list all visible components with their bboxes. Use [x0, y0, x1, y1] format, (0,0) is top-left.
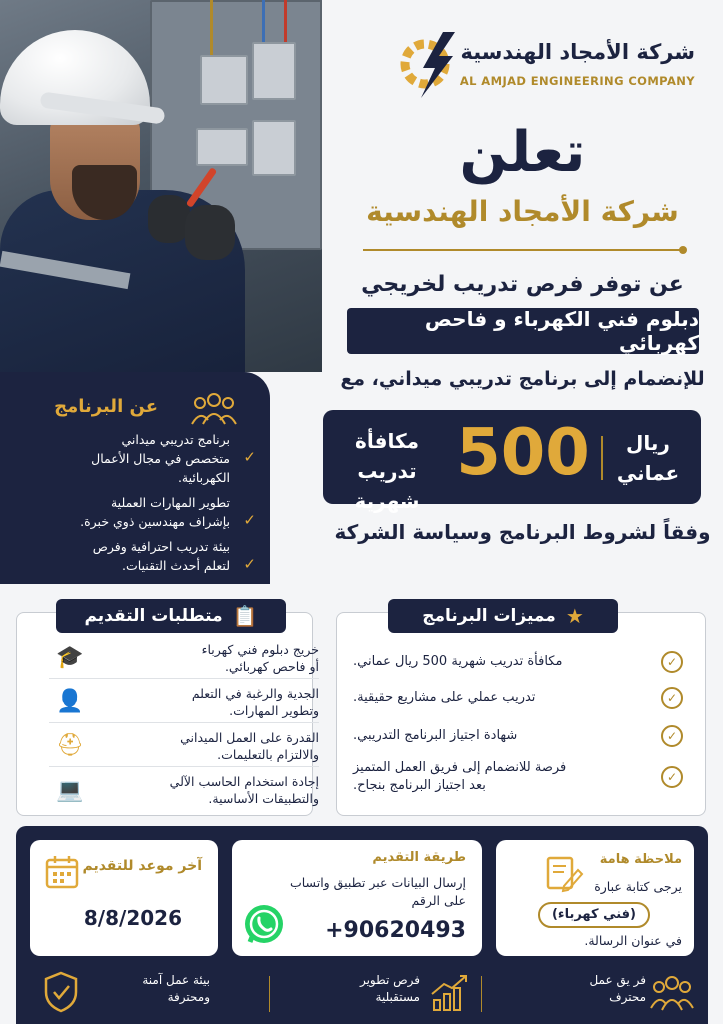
check-icon: ✓: [243, 511, 256, 529]
shield-check-icon: [42, 970, 80, 1014]
about-item: ✓ تطوير المهارات العملية بإشراف مهندسين ذوي خبرة.: [80, 495, 256, 529]
diploma-banner: دبلوم فني الكهرباء و فاحص كهربائي: [347, 308, 699, 354]
terms-line: وفقاً لشروط البرنامج وسياسة الشركة: [334, 520, 711, 544]
about-program-box: [0, 372, 270, 584]
apply-card: [232, 840, 482, 956]
calendar-icon: [44, 854, 80, 890]
bottom-item-safety: بيئة عمل آمنة ومحترفة: [142, 973, 210, 1004]
intro-line-2: للإنضمام إلى برنامج تدريبي ميداني، مع: [340, 368, 705, 390]
check-icon: ✓: [243, 448, 256, 466]
person-icon: 👤: [56, 689, 84, 714]
about-item: ✓ بيئة تدريب احترافية وفرص لتعلم أحدث التقنيات.: [92, 539, 256, 573]
requirements-box: [16, 612, 319, 816]
clipboard-icon: 📋: [232, 604, 258, 628]
feature-item: ✓ فرصة للانضمام إلى فريق العمل المتميز بعد اجتياز البرنامج بنجاح.: [353, 759, 683, 795]
divider-dot: [679, 246, 687, 254]
note-card: [496, 840, 694, 956]
stipend-label-line-2: شهرية: [354, 489, 420, 513]
feature-item: ✓ مكافأة تدريب شهرية 500 ريال عماني.: [353, 651, 683, 673]
deadline-card: [30, 840, 218, 956]
company-logo: [385, 36, 695, 106]
note-edit-icon: [544, 854, 584, 894]
apply-line-2: على الرقم: [411, 893, 466, 908]
laptop-icon: 💻: [56, 777, 84, 803]
check-circle-icon: ✓: [661, 725, 683, 747]
bottom-separator: [269, 976, 270, 1012]
note-line-1: يرجى كتابة عبارة: [594, 879, 682, 894]
stipend-label-line-1: مكافأة تدريب: [355, 429, 419, 483]
requirements-title: 📋 متطلبات التقديم: [56, 599, 286, 633]
currency-line-2: عماني: [616, 461, 680, 485]
stipend-currency: [613, 428, 683, 488]
apply-title: طريقة التقديم: [372, 850, 466, 865]
company-name-heading: شركة الأمجاد الهندسية: [366, 195, 679, 228]
growth-chart-icon: [428, 972, 472, 1012]
requirement-item: القدرة على العمل الميداني والالتزام بالتعليمات. ⛑: [49, 725, 319, 767]
note-keyword-badge: (فني كهرباء): [538, 902, 650, 928]
check-icon: ✓: [243, 555, 256, 573]
requirement-item: الجدية والرغبة في التعلم وتطوير المهارات. 👤: [49, 681, 319, 723]
bottom-item-team: فر يق عمل محترف: [589, 973, 646, 1004]
apply-line-1: إرسال البيانات عبر تطبيق واتساب: [289, 875, 466, 890]
star-icon: ★: [565, 604, 584, 628]
about-title: عن البرنامج: [54, 396, 158, 417]
requirement-item: إجادة استخدام الحاسب الآلي والتطبيقات الأساسية. 💻: [49, 769, 319, 811]
whatsapp-icon[interactable]: [242, 902, 286, 946]
note-title: ملاحظة هامة: [599, 852, 682, 867]
about-list: [20, 430, 256, 581]
gear-lightning-icon: [397, 28, 463, 100]
stipend-amount: 500: [456, 416, 590, 490]
deadline-title: آخر موعد للتقديم: [82, 858, 202, 874]
features-title: ★ مميزات البرنامج: [388, 599, 618, 633]
feature-item: ✓ تدريب عملي على مشاريع حقيقية.: [353, 687, 683, 709]
stipend-banner: [323, 410, 701, 513]
announce-heading: تعلن: [459, 120, 586, 185]
about-item: ✓ برنامج تدريبي ميداني متخصص في مجال الأعمال الكهربائية.: [91, 432, 256, 485]
intro-line-1: عن توفر فرص تدريب لخريجي: [361, 272, 684, 297]
team-icon: [650, 972, 694, 1012]
check-circle-icon: ✓: [661, 766, 683, 788]
technician-photo: [0, 0, 322, 372]
check-circle-icon: ✓: [661, 687, 683, 709]
bottom-item-growth: فرص تطوير مستقبلية: [359, 973, 420, 1004]
stipend-label: [327, 426, 447, 516]
feature-item: ✓ شهادة اجتياز البرنامج التدريبي.: [353, 725, 683, 747]
divider: [363, 249, 683, 251]
check-circle-icon: ✓: [661, 651, 683, 673]
company-name-en: AL AMJAD ENGINEERING COMPANY: [459, 74, 695, 88]
graduation-cap-icon: 🎓: [56, 645, 84, 670]
hard-hat-icon: ⛑: [56, 733, 84, 758]
stipend-separator: [601, 436, 603, 480]
team-icon: [190, 390, 238, 426]
phone-number[interactable]: +90620493: [325, 918, 466, 943]
bottom-separator: [481, 976, 482, 1012]
currency-line-1: ريال: [626, 431, 670, 455]
note-line-2: في عنوان الرسالة.: [584, 933, 682, 948]
features-box: [336, 612, 706, 816]
footer-panel: [16, 826, 708, 1024]
requirement-item: خريج دبلوم فني كهرباء أو فاحص كهربائي. 🎓: [49, 637, 319, 679]
company-name-ar: شركة الأمجاد الهندسية: [460, 40, 695, 64]
deadline-date: 8/8/2026: [83, 906, 182, 930]
